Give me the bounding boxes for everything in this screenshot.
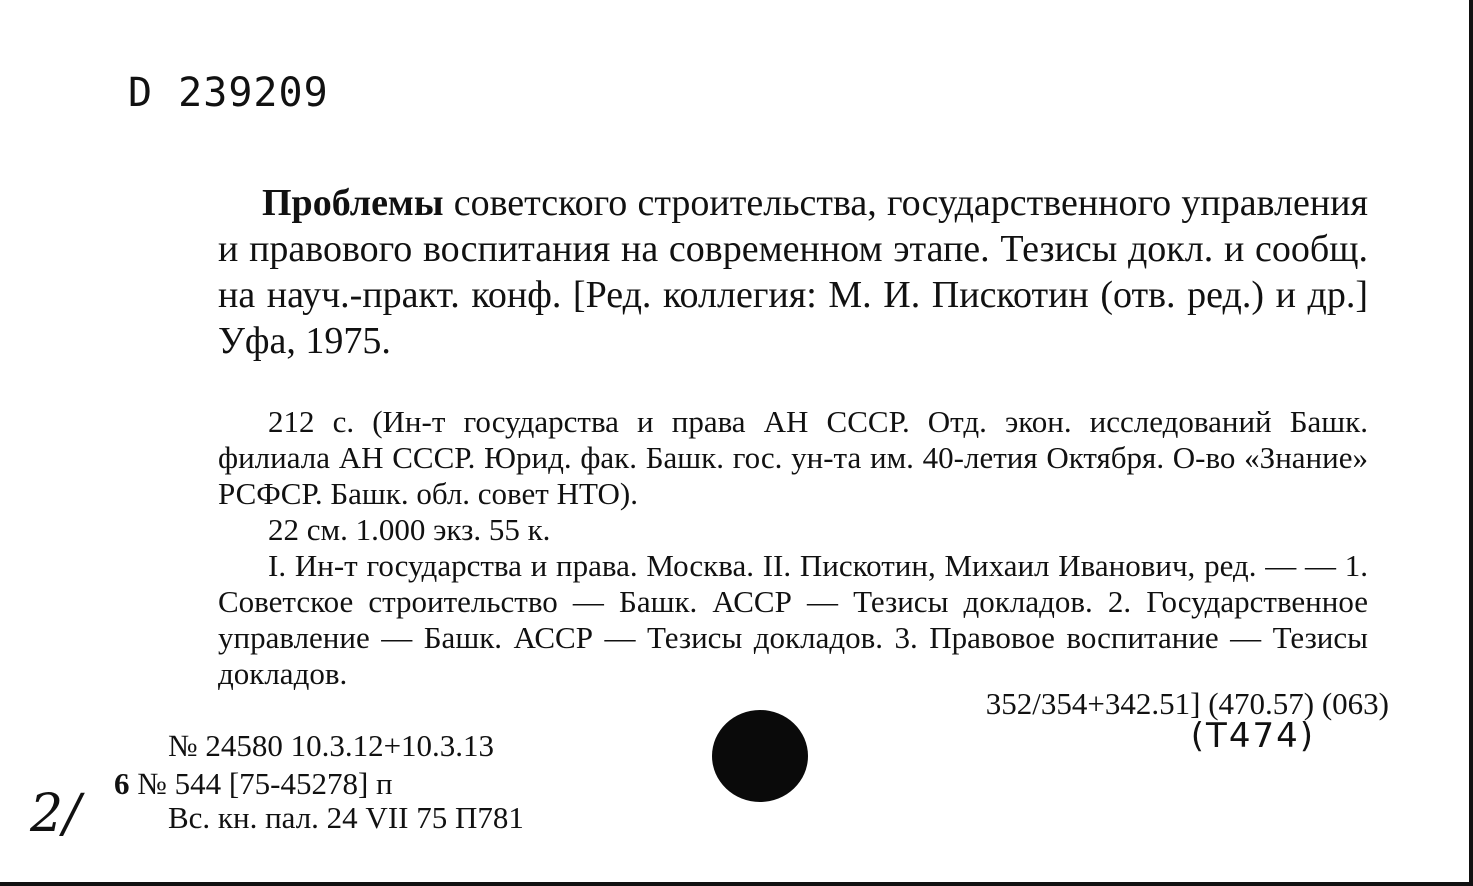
catalog-number: D 239209 xyxy=(128,70,329,116)
handwritten-mark: 2/ xyxy=(30,784,81,844)
accession-number: № 24580 10.3.12+10.3.13 xyxy=(168,728,495,763)
handwritten-code: (Т474) xyxy=(1190,716,1315,756)
entries-text: I. Ин-т государства и права. Москва. II. Пискотин, Михаил Иванович, ред. — — 1. Советское строительство — Башк. АССР — Тезисы докладов. 2. Государственное управление — Башк. АССР — Тезисы докладов. 3. Правовое воспитание — Тезисы докладов. xyxy=(218,548,1368,691)
classification-code: 352/354+342.51] (470.57) (063) xyxy=(985,686,1389,721)
order-line xyxy=(114,766,393,802)
size-text: 22 см. 1.000 экз. 55 к. xyxy=(268,512,551,547)
chamber-line: Вс. кн. пал. 24 VII 75 П781 xyxy=(168,800,524,835)
title-lead: Проблемы xyxy=(262,182,444,224)
subject-entries xyxy=(218,548,1368,692)
title-rest: советского строительства, государственного управления и правового воспитания на современном этапе. Тезисы докл. и сообщ. на науч.-практ. конф. [Ред. коллегия: М. И. Пискотин (отв. ред.) и др.] Уфа, 1975. xyxy=(218,182,1368,362)
title-paragraph xyxy=(218,180,1368,364)
publication-text: 212 с. (Ин-т государства и права АН СССР. Отд. экон. исследований Башк. филиала АН СССР. Юрид. фак. Башк. гос. ун-та им. 40-летия Октября. О-во «Знание» РСФСР. Башк. обл. совет НТО). xyxy=(218,404,1368,511)
punch-hole xyxy=(712,710,808,802)
size-copies-price xyxy=(218,512,1368,548)
order-text: № 544 [75-45278] п xyxy=(137,766,393,801)
publication-details xyxy=(218,404,1368,512)
order-number: 6 xyxy=(114,766,130,801)
